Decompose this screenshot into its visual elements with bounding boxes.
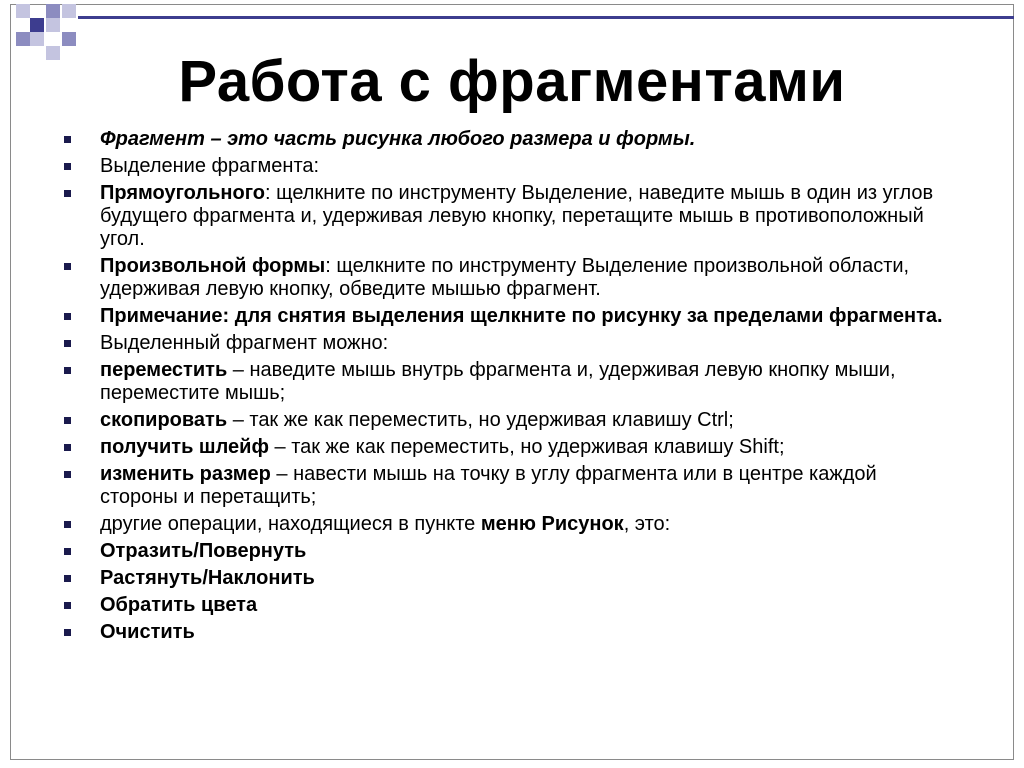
list-item-text: : щелкните по инструменту Выделение, наведите мышь в один из углов будущего фрагмента и, удерживая левую кнопку, перетащите мышь в противоположный угол. [100,182,934,250]
list-item [58,128,958,151]
list-item-text: – так же как переместить, но удерживая клавишу Shift; [268,436,785,458]
list-item [58,513,958,536]
list-item [58,567,958,590]
list-item [58,255,958,301]
title-accent-line [78,16,1014,19]
list-item [58,436,958,459]
list-item [58,305,958,328]
list-item-text: Фрагмент – это часть рисунка любого размера и формы. [100,128,696,150]
list-item [58,155,958,178]
list-item [58,463,958,509]
square-bullet-icon [64,313,71,320]
list-item [58,594,958,617]
list-item [58,621,958,644]
decor-square [62,32,76,46]
decor-square [62,4,76,18]
list-item-text: : щелкните по инструменту Выделение произвольной области, удерживая левую кнопку, обведите мышью фрагмент. [100,255,910,300]
list-item [58,409,958,432]
list-item [58,359,958,405]
list-item-text: Растянуть/Наклонить [100,567,315,589]
decor-square [46,18,60,32]
square-bullet-icon [64,629,71,636]
list-item-text: Обратить цвета [100,594,258,616]
list-item-text: – так же как переместить, но удерживая клавишу Ctrl; [227,409,734,431]
square-bullet-icon [64,521,71,528]
square-bullet-icon [64,417,71,424]
list-item-text: переместить [100,359,228,381]
list-item-text: – навести мышь на точку в углу фрагмента или в центре каждой стороны и перетащить; [100,463,877,508]
list-item-text: Выделение фрагмента: [100,155,320,177]
decor-square [30,32,44,46]
square-bullet-icon [64,340,71,347]
square-bullet-icon [64,575,71,582]
list-item-text: Очистить [100,621,195,643]
list-item [58,540,958,563]
list-item-text: Прямоугольного [100,182,265,204]
decor-square [46,4,60,18]
square-bullet-icon [64,444,71,451]
decor-square [30,18,44,32]
square-bullet-icon [64,263,71,270]
list-item-text: – наведите мышь внутрь фрагмента и, удерживая левую кнопку мыши, переместите мышь; [100,359,896,404]
square-bullet-icon [64,136,71,143]
list-item [58,332,958,355]
square-bullet-icon [64,190,71,197]
list-item-text: Отразить/Повернуть [100,540,307,562]
list-item-text: Выделенный фрагмент можно: [100,332,389,354]
decor-square [16,32,30,46]
list-item-text: Произвольной формы [100,255,326,277]
square-bullet-icon [64,602,71,609]
list-item-text: изменить размер [100,463,271,485]
list-item-text: , это: [623,513,671,535]
list-item-text: Примечание: для снятия выделения щелкните по рисунку за пределами фрагмента. [100,305,943,327]
list-item [58,182,958,251]
list-item-text: скопировать [100,409,228,431]
square-bullet-icon [64,367,71,374]
square-bullet-icon [64,163,71,170]
bullet-list [58,128,958,648]
list-item-text: получить шлейф [100,436,269,458]
slide-title: Работа с фрагментами [178,49,846,114]
list-item-text: другие операции, находящиеся в пункте [100,513,481,535]
square-bullet-icon [64,471,71,478]
square-bullet-icon [64,548,71,555]
list-item-text: меню Рисунок [480,513,624,535]
decor-square [16,4,30,18]
